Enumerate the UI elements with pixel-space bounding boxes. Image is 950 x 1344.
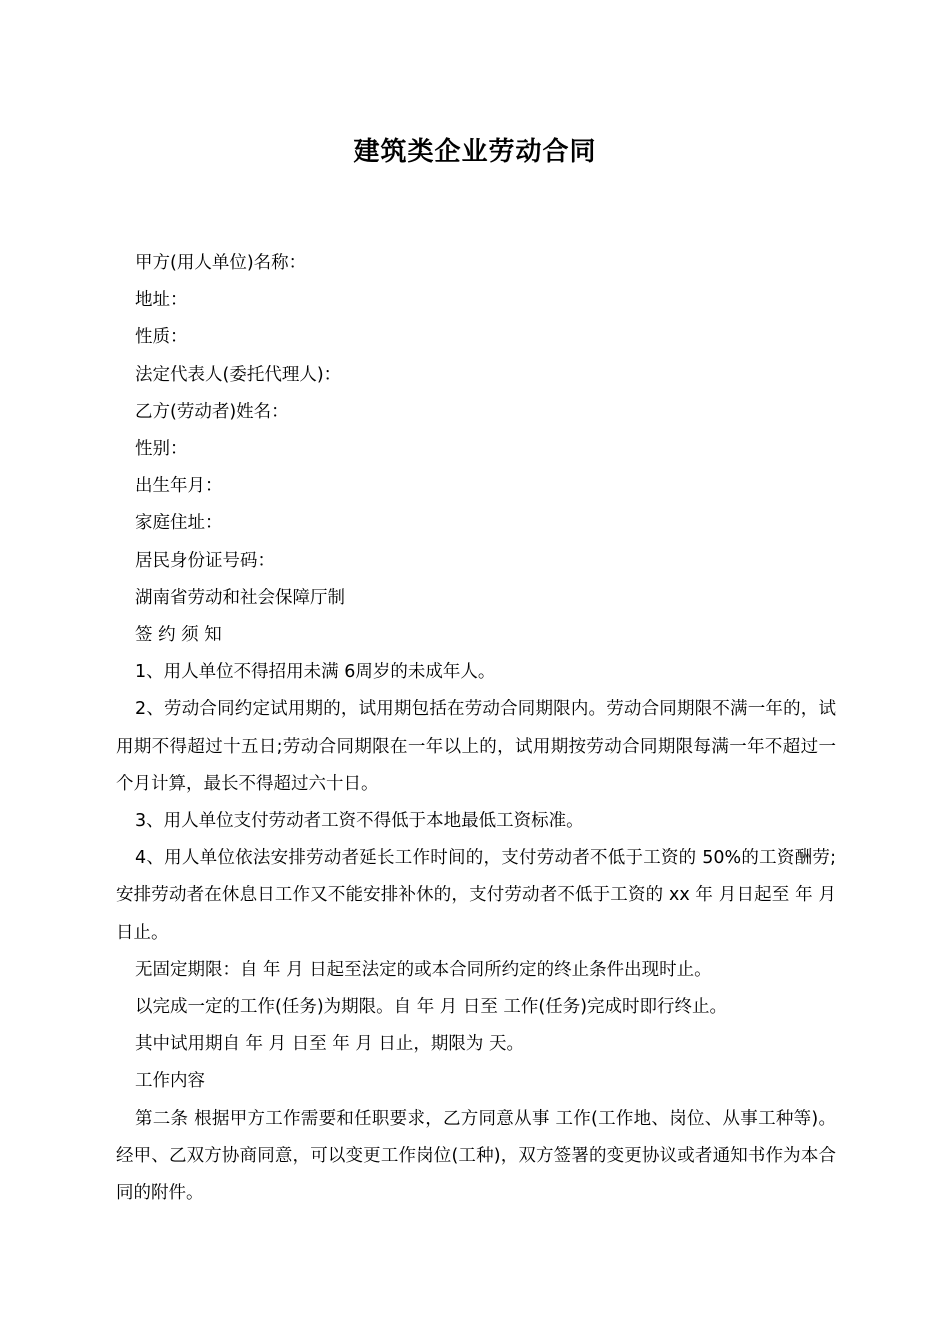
article-two: 第二条 根据甲方工作需要和任职要求，乙方同意从事 工作(工作地、岗位、从事工种等)。经甲、乙双方协商同意，可以变更工作岗位(工种)，双方签署的变更协议或者通知书作为本合同的附件。: [116, 1108, 836, 1204]
notice-item-4: 4、用人单位依法安排劳动者延长工作时间的，支付劳动者不低于工资的 50%的工资酬劳;安排劳动者在休息日工作又不能安排补休的，支付劳动者不低于工资的 xx 年 月日起至 年 月 日止。: [116, 848, 836, 943]
document-title: 建筑类企业劳动合同: [353, 137, 597, 167]
term-unfixed: 无固定期限：自 年 月 日起至法定的或本合同所约定的终止条件出现时止。: [135, 959, 712, 980]
field-employer-name: 甲方(用人单位)名称：: [135, 253, 307, 273]
field-gender: 性别：: [135, 439, 188, 460]
field-home-address: 家庭住址：: [135, 513, 223, 534]
section-heading-work-content: 工作内容: [135, 1071, 205, 1092]
notice-item-1: 1、用人单位不得招用未满 6周岁的未成年人。: [135, 662, 496, 683]
field-id-number: 居民身份证号码：: [135, 550, 275, 571]
notice-heading: 签 约 须 知: [135, 625, 222, 646]
field-birth-date: 出生年月：: [135, 476, 223, 497]
document-body: [116, 245, 836, 1212]
term-task-based: 以完成一定的工作(任务)为期限。自 年 月 日至 工作(任务)完成时即行终止。: [135, 997, 728, 1018]
field-employee-name: 乙方(劳动者)姓名：: [135, 401, 289, 422]
field-address: 地址：: [135, 290, 188, 311]
term-probation: 其中试用期自 年 月 日至 年 月 日止，期限为 天。: [135, 1034, 524, 1055]
issuer-line: 湖南省劳动和社会保障厅制: [135, 587, 345, 608]
notice-item-3: 3、用人单位支付劳动者工资不得低于本地最低工资标准。: [135, 811, 584, 832]
notice-item-2: 2、劳动合同约定试用期的，试用期包括在劳动合同期限内。劳动合同期限不满一年的，试用期不得超过十五日;劳动合同期限在一年以上的，试用期按劳动合同期限每满一年不超过一个月计算，最长不得超过六十日。: [116, 699, 836, 794]
field-legal-representative: 法定代表人(委托代理人)：: [135, 364, 342, 385]
field-nature: 性质：: [135, 327, 188, 348]
